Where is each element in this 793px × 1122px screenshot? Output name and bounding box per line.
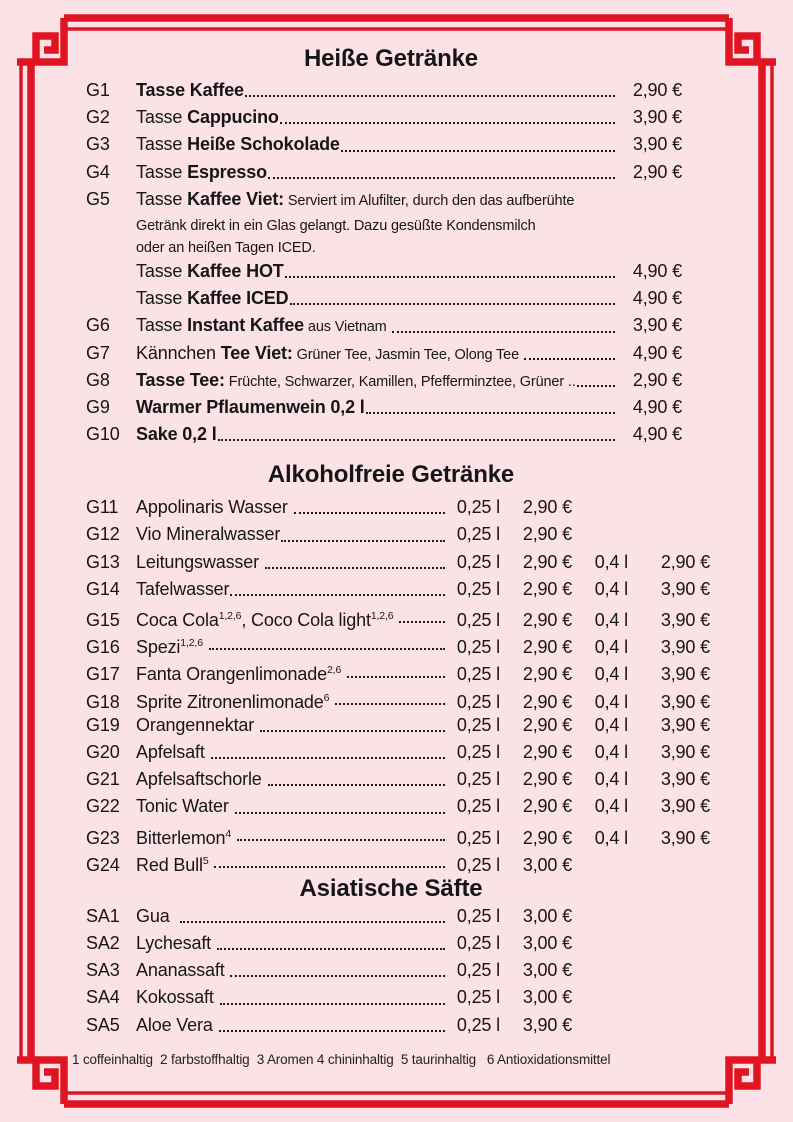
item-name-part: 1,2,6 — [218, 610, 242, 622]
dot-leader — [335, 703, 445, 705]
item-name — [136, 104, 279, 131]
menu-row — [72, 630, 710, 657]
menu-row — [72, 576, 710, 603]
item-price-large: 3,90 € — [660, 610, 710, 630]
item-name — [136, 213, 535, 238]
item-code: G7 — [86, 342, 110, 363]
menu-row — [72, 930, 710, 957]
section-hot — [72, 44, 710, 448]
item-size-large: 0,4 l — [594, 610, 628, 630]
item-name — [136, 903, 179, 930]
item-name-part: Red Bull — [136, 854, 203, 875]
item-price: 4,90 € — [632, 396, 682, 417]
item-code: G22 — [86, 796, 120, 817]
item-price: 4,90 € — [632, 342, 682, 363]
item-code: G4 — [86, 161, 110, 182]
item-name — [136, 131, 340, 158]
item-name-part — [329, 692, 334, 712]
item-code: G5 — [86, 188, 110, 209]
item-name-part: Sake 0,2 l — [136, 424, 217, 445]
item-name — [136, 367, 576, 396]
menu-row — [72, 131, 710, 158]
item-code: G19 — [86, 714, 120, 735]
item-name-part: Apfelsaft — [136, 741, 210, 762]
item-name-part: Espresso — [187, 161, 267, 182]
item-code: SA2 — [86, 933, 120, 954]
menu-row — [72, 159, 710, 186]
item-name-part: Tee Viet: — [220, 342, 293, 363]
item-code: G14 — [86, 578, 120, 599]
item-price-small: 2,90 € — [522, 796, 572, 817]
item-price: 3,90 € — [632, 134, 682, 155]
item-name — [136, 549, 264, 576]
item-code: G1 — [86, 80, 110, 100]
item-name — [136, 77, 244, 104]
item-name-part: Früchte, Schwarzer, Kamillen, Pfefferminztee, Grüner .. — [224, 373, 576, 390]
dot-leader — [260, 730, 445, 732]
item-name-part: Tasse Tee: — [136, 369, 225, 390]
dot-leader — [180, 921, 445, 923]
item-name-part: , Coco Cola light — [241, 610, 371, 630]
item-name-part — [203, 637, 208, 657]
item-size-small: 0,25 l — [456, 933, 500, 954]
item-name-part: 6 — [323, 691, 330, 704]
dot-leader — [214, 866, 445, 868]
item-name — [136, 258, 284, 285]
item-size-small: 0,25 l — [456, 551, 500, 572]
item-code: G11 — [86, 497, 119, 518]
item-code: SA4 — [86, 987, 120, 1008]
item-price-large: 3,90 € — [660, 664, 710, 685]
item-size-large: 0,4 l — [594, 551, 628, 572]
item-price: 3,90 € — [632, 315, 682, 336]
corner-ornament-icon — [17, 18, 64, 65]
menu-row — [72, 984, 710, 1011]
item-code: G12 — [86, 524, 120, 545]
item-code: G8 — [86, 369, 110, 390]
item-code: G10 — [86, 424, 120, 445]
dot-leader — [399, 621, 445, 623]
item-size-small: 0,25 l — [456, 524, 500, 545]
item-price-large: 3,90 € — [660, 714, 710, 735]
item-name — [136, 521, 280, 548]
item-name — [136, 793, 234, 820]
footnote: 1 coffeinhaltig 2 farbstoffhaltig 3 Aromen 4 chininhaltig 5 taurinhaltig 6 Antioxidationsmittel — [72, 1051, 611, 1067]
menu-row — [72, 77, 710, 104]
item-price-large: 3,90 € — [660, 578, 710, 599]
menu-row — [72, 285, 710, 312]
item-size-large: 0,4 l — [594, 691, 628, 712]
dot-leader — [209, 648, 445, 650]
item-price-large: 3,90 € — [660, 769, 710, 790]
item-size-small: 0,25 l — [456, 691, 500, 712]
item-code: G16 — [86, 637, 120, 658]
item-name-part: 5 — [202, 854, 209, 867]
menu-row — [72, 213, 710, 236]
dot-leader — [577, 385, 615, 387]
item-name — [136, 712, 259, 739]
item-price-small: 2,90 € — [522, 691, 572, 712]
item-size-small: 0,25 l — [456, 960, 500, 981]
item-size-large: 0,4 l — [594, 714, 628, 735]
item-name-part: Tasse — [136, 161, 188, 182]
item-name-part: Warmer Pflaumenwein 0,2 l — [136, 396, 365, 417]
item-price-small: 3,00 € — [522, 987, 572, 1008]
section-soft — [72, 460, 710, 875]
dot-leader — [219, 1030, 445, 1032]
item-name-part — [209, 855, 214, 875]
menu-row — [72, 186, 710, 213]
item-size-small: 0,25 l — [456, 497, 500, 518]
item-code: G6 — [86, 315, 110, 336]
dot-leader — [265, 567, 445, 569]
menu-row — [72, 712, 710, 739]
item-name-part: Lychesaft — [136, 933, 216, 954]
item-name — [136, 340, 523, 369]
item-name-part — [341, 664, 346, 684]
item-name-part: oder an heißen Tagen ICED. — [136, 240, 316, 257]
dot-leader — [268, 784, 445, 786]
item-price-small: 2,90 € — [522, 827, 572, 848]
dot-leader — [347, 676, 445, 678]
item-name-part: aus Vietnam — [304, 319, 391, 336]
item-price: 4,90 € — [632, 288, 682, 309]
item-price-small: 3,90 € — [522, 1014, 572, 1035]
item-size-small: 0,25 l — [456, 854, 500, 875]
item-price-small: 2,90 € — [522, 578, 572, 599]
dot-leader — [218, 439, 615, 441]
item-name — [136, 848, 213, 879]
item-price-small: 2,90 € — [522, 714, 572, 735]
menu-row — [72, 657, 710, 684]
section-title-hot: Heiße Getränke — [304, 45, 478, 72]
dot-leader — [366, 412, 615, 414]
item-price-large: 3,90 € — [660, 637, 710, 658]
item-code: G15 — [86, 610, 120, 630]
menu-content — [72, 44, 710, 1067]
item-code: SA5 — [86, 1014, 120, 1035]
item-code: G2 — [86, 107, 110, 128]
corner-ornament-icon — [729, 1057, 776, 1104]
item-price-small: 3,00 € — [522, 960, 572, 981]
dot-leader — [245, 95, 615, 97]
item-size-small: 0,25 l — [456, 987, 500, 1008]
item-name-part: Spezi — [136, 637, 181, 658]
corner-ornament-icon — [729, 18, 776, 65]
item-size-large: 0,4 l — [594, 664, 628, 685]
dot-leader — [341, 150, 615, 152]
item-size-large: 0,4 l — [594, 741, 628, 762]
item-size-small: 0,25 l — [456, 637, 500, 658]
item-price-small: 2,90 € — [522, 664, 572, 685]
item-price-small: 2,90 € — [522, 497, 572, 518]
item-name — [136, 957, 229, 984]
section-title-soft: Alkoholfreie Getränke — [267, 461, 515, 489]
item-name-part — [393, 610, 398, 630]
item-code: G23 — [86, 827, 120, 848]
menu-row — [72, 793, 710, 820]
item-name — [136, 159, 267, 186]
item-price-large: 3,90 € — [660, 827, 710, 848]
item-name-part: Tasse — [136, 107, 188, 128]
item-name-part: Tasse — [136, 315, 188, 336]
item-name-part: 1,2,6 — [180, 637, 203, 650]
item-code: G18 — [86, 691, 120, 712]
item-size-small: 0,25 l — [456, 578, 500, 599]
item-price: 3,90 € — [632, 107, 682, 128]
item-name-part: Kaffee ICED — [187, 288, 289, 309]
item-name-part: Fanta Orangenlimonade — [136, 664, 327, 685]
item-name-part: Sprite Zitronenlimonade — [136, 691, 324, 712]
item-size-large: 0,4 l — [594, 578, 628, 599]
menu-sections — [72, 44, 710, 1039]
item-size-small: 0,25 l — [456, 741, 500, 762]
item-code: G24 — [86, 854, 120, 875]
item-name-part: Orangennektar — [136, 714, 259, 735]
item-name — [136, 766, 267, 793]
item-name-part: Heiße Schokolade — [187, 134, 340, 155]
menu-row — [72, 367, 710, 394]
section-title-asian: Asiatische Säfte — [299, 874, 483, 902]
item-size-small: 0,25 l — [456, 796, 500, 817]
item-name-part: Kaffee Viet: — [187, 188, 285, 209]
item-name-part: Instant Kaffee — [187, 315, 305, 336]
item-name — [136, 312, 391, 341]
item-price-small: 3,00 € — [522, 933, 572, 954]
item-name-part: Gua — [136, 905, 180, 926]
item-price-large: 3,90 € — [660, 796, 710, 817]
menu-row — [72, 421, 710, 448]
item-code: G9 — [86, 396, 110, 417]
item-price-small: 2,90 € — [522, 741, 572, 762]
item-name — [136, 186, 574, 215]
menu-row — [72, 766, 710, 793]
item-name — [136, 930, 216, 957]
item-price: 4,90 € — [632, 260, 682, 281]
dot-leader — [230, 594, 445, 596]
item-price-small: 2,90 € — [522, 610, 572, 630]
item-name-part: 2,6 — [326, 664, 342, 677]
item-name-part — [231, 828, 236, 848]
menu-row — [72, 394, 710, 421]
item-name — [136, 494, 293, 521]
item-price-small: 2,90 € — [522, 524, 572, 545]
menu-row — [72, 258, 710, 285]
item-price-small: 2,90 € — [522, 551, 572, 572]
item-name — [136, 235, 316, 260]
item-size-small: 0,25 l — [456, 714, 500, 735]
item-price: 2,90 € — [632, 161, 682, 182]
item-price: 2,90 € — [632, 80, 682, 100]
item-name — [136, 1012, 218, 1039]
menu-row — [72, 521, 710, 548]
dot-leader — [220, 1003, 445, 1005]
item-name-part: 1,2,6 — [370, 610, 394, 622]
item-name-part: Cappucino — [187, 107, 279, 128]
item-name-part: Coca Cola — [136, 610, 219, 630]
item-name-part: Appolinaris Wasser — [136, 497, 293, 518]
menu-row — [72, 957, 710, 984]
item-name — [136, 394, 365, 421]
item-price: 2,90 € — [632, 369, 682, 390]
item-size-small: 0,25 l — [456, 1014, 500, 1035]
item-code: G3 — [86, 134, 110, 155]
menu-row — [72, 1012, 710, 1039]
dot-leader — [285, 276, 615, 278]
item-size-large: 0,4 l — [594, 637, 628, 658]
item-name-part: Kännchen — [136, 342, 221, 363]
item-price-small: 3,00 € — [522, 854, 572, 875]
item-name-part: Aloe Vera — [136, 1014, 218, 1035]
menu-row — [72, 494, 710, 521]
item-name-part: Kaffee HOT — [187, 260, 284, 281]
item-name-part: 4 — [225, 827, 232, 840]
menu-row — [72, 312, 710, 339]
dot-leader — [281, 540, 445, 542]
item-code: G21 — [86, 769, 120, 790]
item-size-small: 0,25 l — [456, 664, 500, 685]
item-code: SA3 — [86, 960, 120, 981]
menu-row — [72, 685, 710, 712]
item-size-small: 0,25 l — [456, 769, 500, 790]
dot-leader — [237, 839, 445, 841]
item-name — [136, 421, 217, 448]
item-name-part: Tonic Water — [136, 796, 234, 817]
item-name-part: Grüner Tee, Jasmin Tee, Olong Tee — [292, 346, 523, 363]
item-size-small: 0,25 l — [456, 905, 500, 926]
item-price-small: 2,90 € — [522, 769, 572, 790]
menu-row — [72, 821, 710, 848]
dot-leader — [280, 122, 615, 124]
item-name-part: Kokossaft — [136, 987, 219, 1008]
item-name-part: Tasse — [136, 288, 188, 309]
item-name — [136, 984, 219, 1011]
item-name-part: Vio Mineralwasser — [136, 524, 281, 545]
menu-row — [72, 848, 710, 875]
dot-leader — [290, 303, 615, 305]
item-price-large: 2,90 € — [660, 551, 710, 572]
item-code: G20 — [86, 741, 120, 762]
item-code: SA1 — [86, 905, 120, 926]
item-code: G13 — [86, 551, 120, 572]
dot-leader — [235, 812, 445, 814]
item-name-part: Tasse — [136, 260, 188, 281]
item-price-small: 2,90 € — [522, 637, 572, 658]
item-size-small: 0,25 l — [456, 827, 500, 848]
dot-leader — [268, 177, 615, 179]
dot-leader — [524, 358, 615, 360]
dot-leader — [230, 975, 445, 977]
item-price-large: 3,90 € — [660, 741, 710, 762]
dot-leader — [217, 948, 445, 950]
item-name-part: Tasse Kaffee — [136, 80, 244, 100]
item-size-large: 0,4 l — [594, 769, 628, 790]
section-asian — [72, 875, 710, 1039]
dot-leader — [392, 331, 616, 333]
item-name — [136, 739, 210, 766]
item-name-part: Tasse — [136, 134, 188, 155]
item-size-small: 0,25 l — [456, 610, 500, 630]
item-code: G17 — [86, 664, 120, 685]
dot-leader — [211, 757, 445, 759]
menu-row — [72, 549, 710, 576]
item-size-large: 0,4 l — [594, 827, 628, 848]
item-name-part: Serviert im Alufilter, durch den das aufberühte — [284, 192, 575, 209]
menu-row — [72, 903, 710, 930]
menu-row — [72, 235, 710, 258]
menu-row — [72, 340, 710, 367]
item-price-large: 3,90 € — [660, 691, 710, 712]
menu-row — [72, 603, 710, 630]
corner-ornament-icon — [17, 1057, 64, 1104]
item-name-part: Ananassaft — [136, 960, 230, 981]
item-size-large: 0,4 l — [594, 796, 628, 817]
item-name — [136, 285, 289, 312]
item-price: 4,90 € — [632, 424, 682, 445]
menu-row — [72, 739, 710, 766]
item-name-part: Tasse — [136, 188, 188, 209]
item-name-part: Tafelwasser — [136, 578, 230, 599]
item-name-part: Leitungswasser — [136, 551, 264, 572]
item-price-small: 3,00 € — [522, 905, 572, 926]
item-name-part: Getränk direkt in ein Glas gelangt. Dazu gesüßte Kondensmilch — [136, 217, 536, 234]
item-name-part: Bitterlemon — [136, 827, 226, 848]
item-name-part: Apfelsaftschorle — [136, 769, 267, 790]
item-name — [136, 576, 229, 603]
menu-row — [72, 104, 710, 131]
dot-leader — [294, 512, 445, 514]
